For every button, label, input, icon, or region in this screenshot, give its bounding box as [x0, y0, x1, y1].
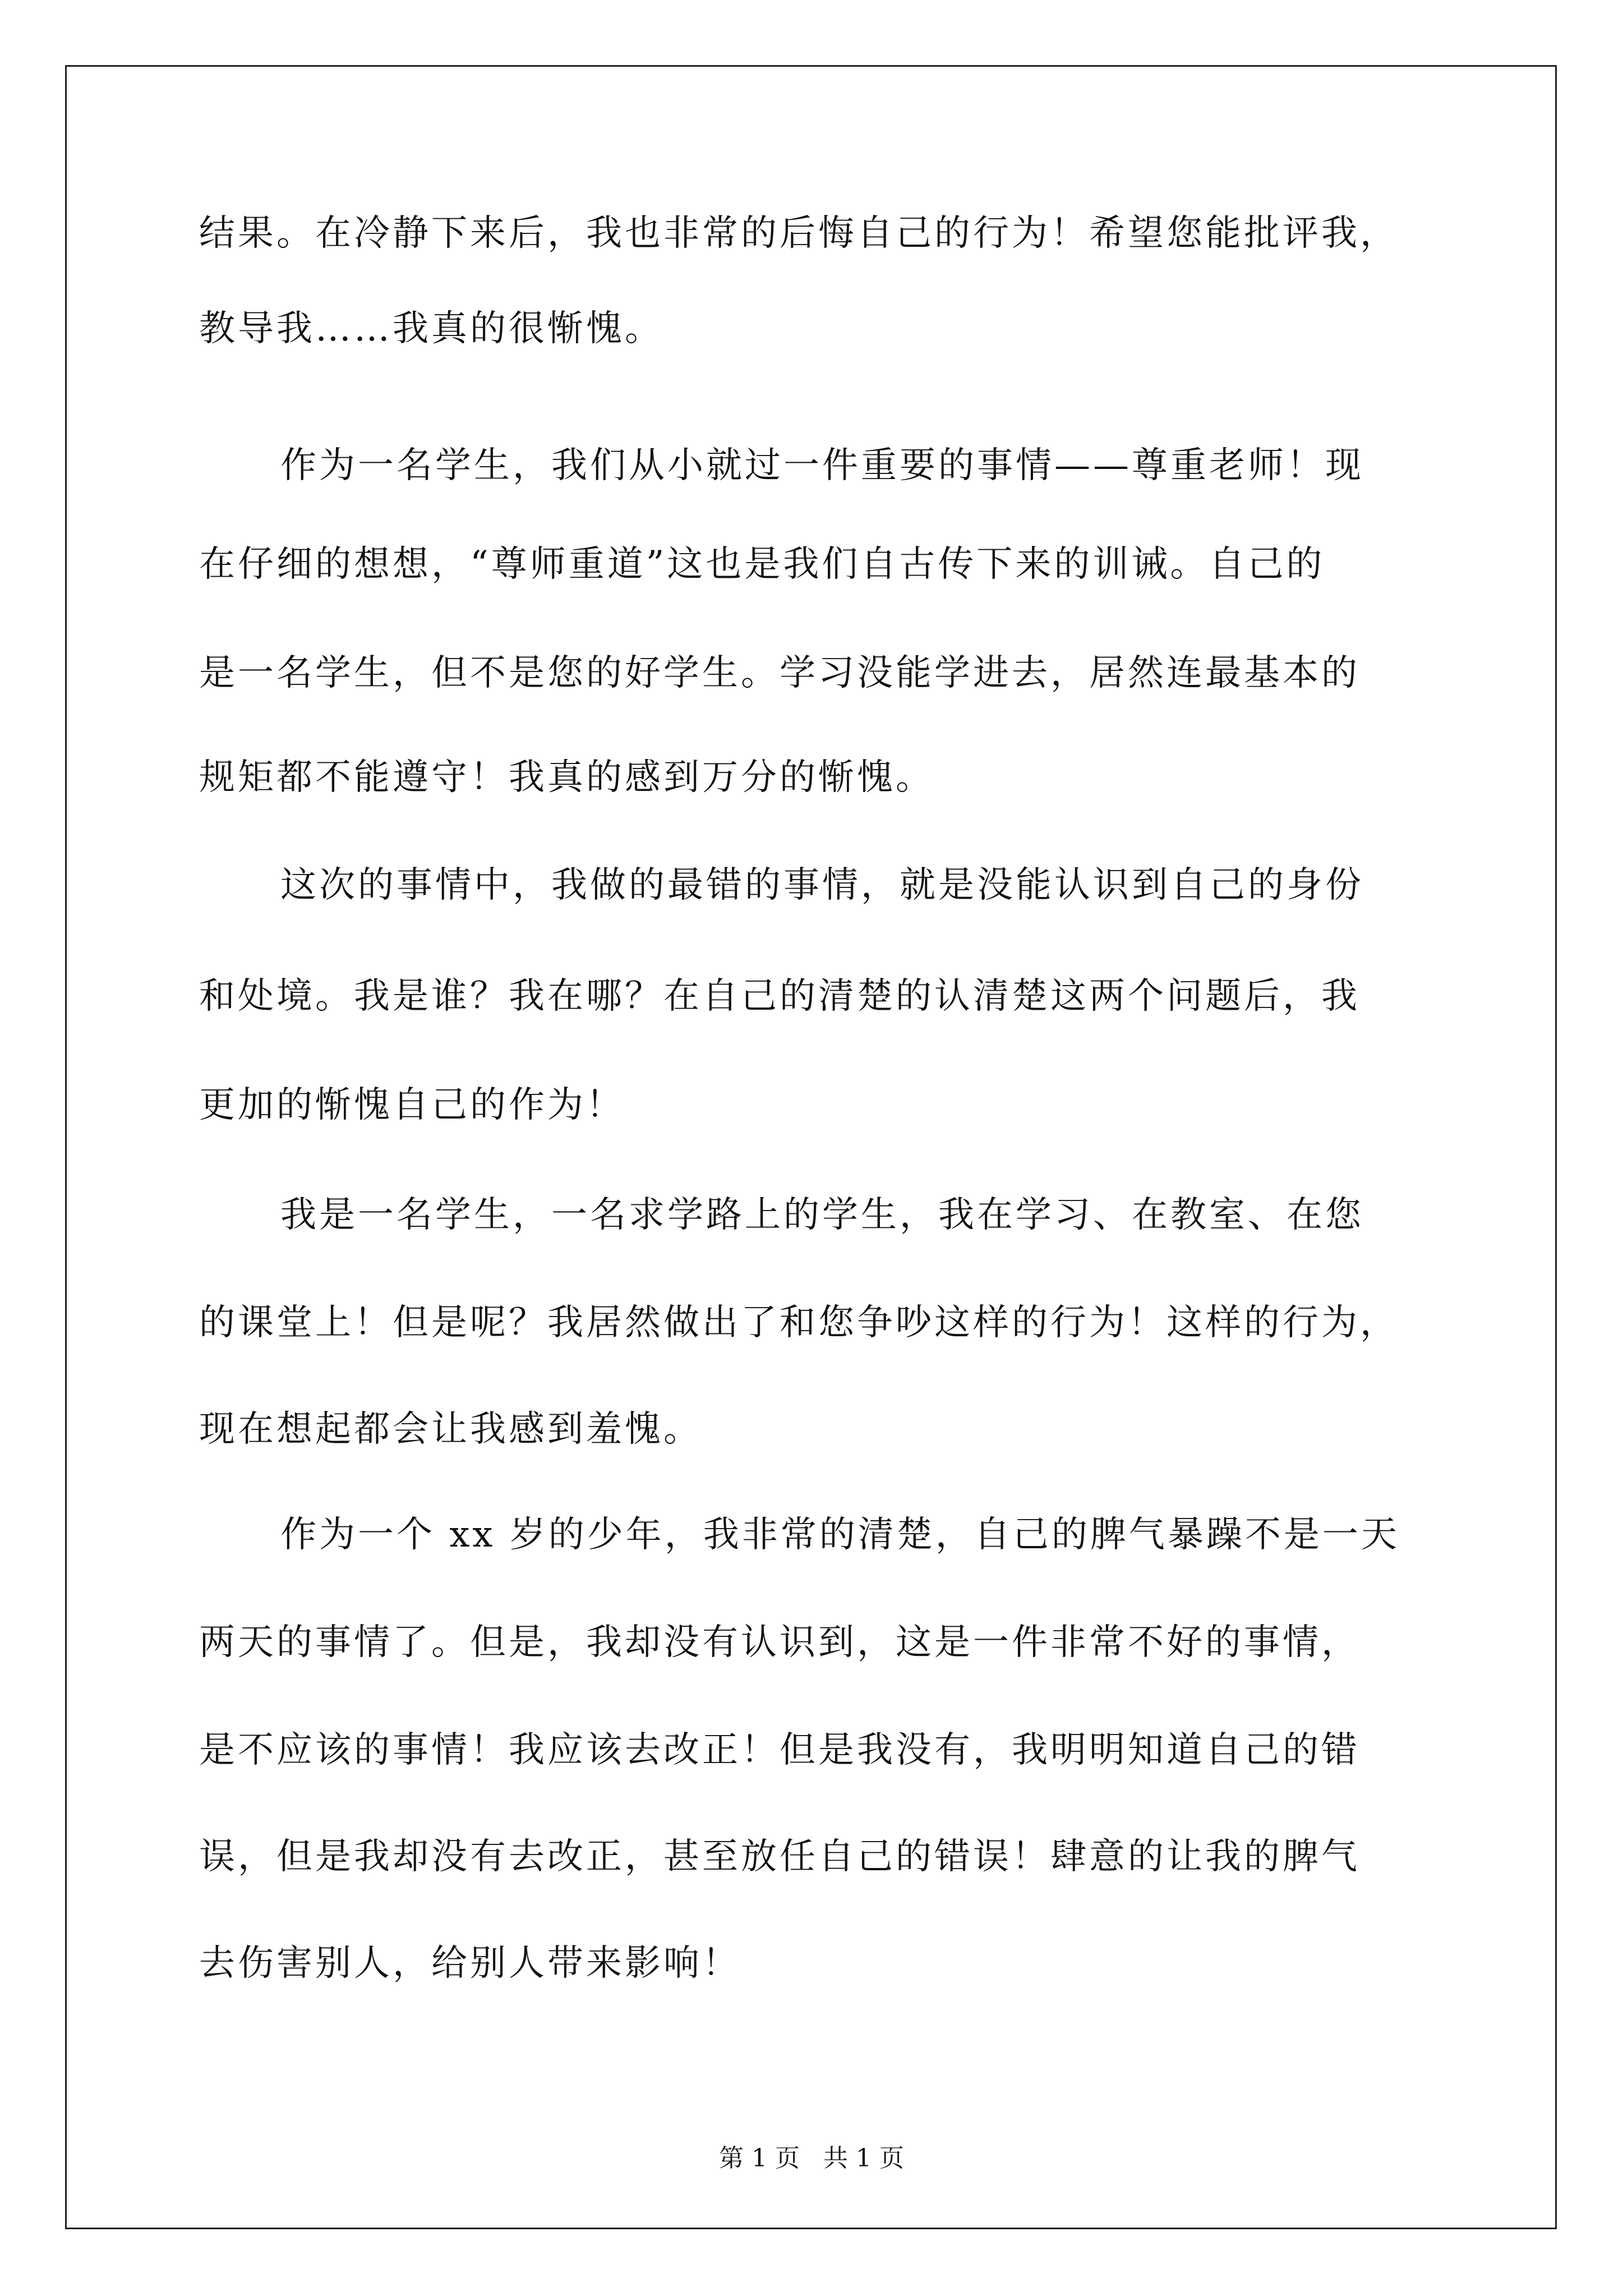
text-line: 的课堂上！但是呢？我居然做出了和您争吵这样的行为！这样的行为， [199, 1302, 1399, 1343]
text-line: 规矩都不能遵守！我真的感到万分的惭愧。 [199, 757, 934, 798]
text-line: 和处境。我是谁？我在哪？在自己的清楚的认清楚这两个问题后，我 [199, 976, 1360, 1017]
paragraph-first-line: 作为一名学生，我们从小就过一件重要的事情——尊重老师！现 [280, 445, 1364, 486]
text-line: 误，但是我却没有去改正，甚至放任自己的错误！肆意的让我的脾气 [199, 1836, 1360, 1878]
paragraph-first-line: 这次的事情中，我做的最错的事情，就是没能认识到自己的身份 [280, 864, 1364, 906]
page-border [65, 65, 1557, 2229]
text-line: 是一名学生，但不是您的好学生。学习没能学进去，居然连最基本的 [199, 652, 1360, 694]
page-number-footer: 第 1 页 共 1 页 [719, 2144, 904, 2173]
text-line: 结果。在冷静下来后，我也非常的后悔自己的行为！希望您能批评我， [199, 213, 1399, 254]
paragraph-first-line: 作为一个 xx 岁的少年，我非常的清楚，自己的脾气暴躁不是一天 [280, 1514, 1400, 1556]
text-line: 去伤害别人，给别人带来影响！ [199, 1943, 741, 1984]
text-line: 是不应该的事情！我应该去改正！但是我没有，我明明知道自己的错 [199, 1729, 1360, 1771]
text-line: 两天的事情了。但是，我却没有认识到，这是一件非常不好的事情， [199, 1622, 1360, 1663]
text-line: 在仔细的想想，“尊师重道”这也是我们自古传下来的训诫。自己的 [199, 544, 1325, 585]
text-line: 教导我……我真的很惭愧。 [199, 308, 663, 349]
text-line: 更加的惭愧自己的作为！ [199, 1084, 625, 1126]
text-line: 现在想起都会让我感到羞愧。 [199, 1409, 702, 1450]
paragraph-first-line: 我是一名学生，一名求学路上的学生，我在学习、在教室、在您 [280, 1194, 1364, 1236]
